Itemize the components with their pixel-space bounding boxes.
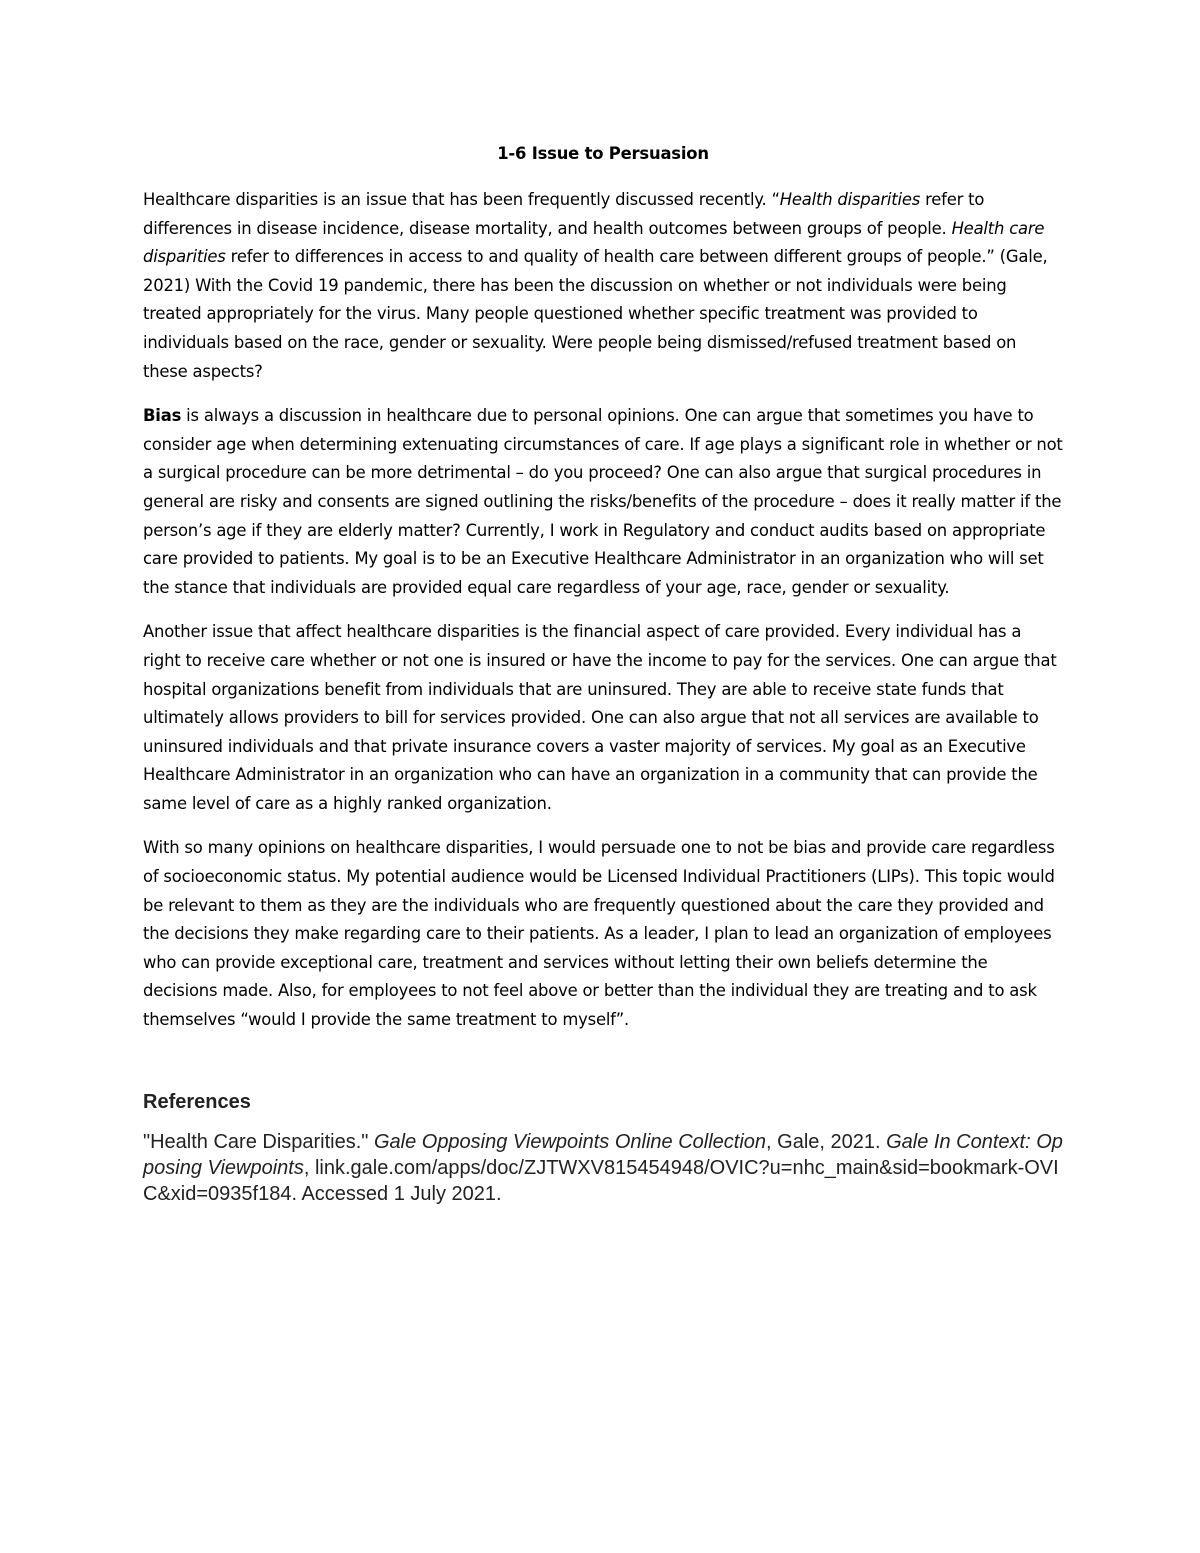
document-title: 1-6 Issue to Persuasion	[497, 144, 709, 163]
document-paragraphs	[143, 186, 1063, 1035]
document-body	[143, 140, 1063, 1207]
text-segment-italic: Gale In Context: Opposing Viewpoints	[143, 1130, 1063, 1179]
reference-entry	[143, 1129, 1063, 1207]
text-segment: is always a discussion in healthcare due to personal opinions. One can argue that sometimes you have to consider age when determining extenuating circumstances of care. If age plays a significant role in whether or not a surgical procedure can be more detrimental – do you proceed? One can also argue that surgical procedures in general are risky and consents are signed outlining the risks/benefits of the procedure – does it really matter if the person’s age if they are elderly matter? Currently, I work in Regulatory and conduct audits based on appropriate care provided to patients. My goal is to be an Executive Healthcare Administrator in an organization who will set the stance that individuals are provided equal care regardless of your age, race, gender or sexuality.	[143, 406, 1063, 597]
text-segment-italic: Health disparities	[779, 190, 921, 209]
text-segment: Healthcare disparities is an issue that has been frequently discussed recently. “	[143, 190, 780, 209]
text-segment: refer to differences in access to and quality of health care between different groups of people.” (Gale, 2021) With the Covid 19 pandemic, there has been the discussion on whether or not individuals were being treated appropriately for the virus. Many people questioned whether specific treatment was provided to individuals based on the race, gender or sexuality. Were people being dismissed/refused treatment based on these aspects?	[143, 247, 1048, 381]
text-segment: refer to differences in disease incidence, disease mortality, and health outcomes between groups of people.	[143, 190, 985, 238]
text-segment: "Health Care Disparities."	[143, 1130, 374, 1153]
text-segment-bold: Bias	[143, 406, 182, 426]
body-paragraph	[143, 618, 1063, 818]
text-segment-italic: Gale Opposing Viewpoints Online Collection	[373, 1130, 767, 1153]
body-paragraph	[143, 402, 1063, 602]
references-list	[143, 1129, 1063, 1207]
text-segment: Another issue that affect healthcare disparities is the financial aspect of care provided. Every individual has a right to receive care whether or not one is insured or have the income to pay for the services. One can argue that hospital organizations benefit from individuals that are uninsured. They are able to receive state funds that ultimately allows providers to bill for services provided. One can also argue that not all services are available to uninsured individuals and that private insurance covers a vaster majority of services. My goal as an Executive Healthcare Administrator in an organization who can have an organization in a community that can provide the same level of care as a highly ranked organization.	[143, 622, 1057, 813]
references-heading: References	[143, 1090, 251, 1113]
body-paragraph	[143, 186, 1063, 386]
text-segment: With so many opinions on healthcare disparities, I would persuade one to not be bias and provide care regardless of socioeconomic status. My potential audience would be Licensed Individual Practitioners (LIPs). This topic would be relevant to them as they are the individuals who are frequently questioned about the care they provided and the decisions they make regarding care to their patients. As a leader, I plan to lead an organization of employees who can provide exceptional care, treatment and services without letting their own beliefs determine the decisions made. Also, for employees to not feel above or better than the individual they are treating and to ask themselves “would I provide the same treatment to myself”.	[143, 838, 1055, 1030]
text-segment: , Gale, 2021.	[766, 1130, 887, 1153]
text-segment: , link.gale.com/apps/doc/ZJTWXV815454948/OVIC?u=nhc_main&sid=bookmark-OVIC&xid=0935f184. Accessed 1 July 2021.	[143, 1156, 1059, 1205]
body-paragraph	[143, 834, 1063, 1034]
text-segment-italic: Health care disparities	[143, 218, 1045, 267]
